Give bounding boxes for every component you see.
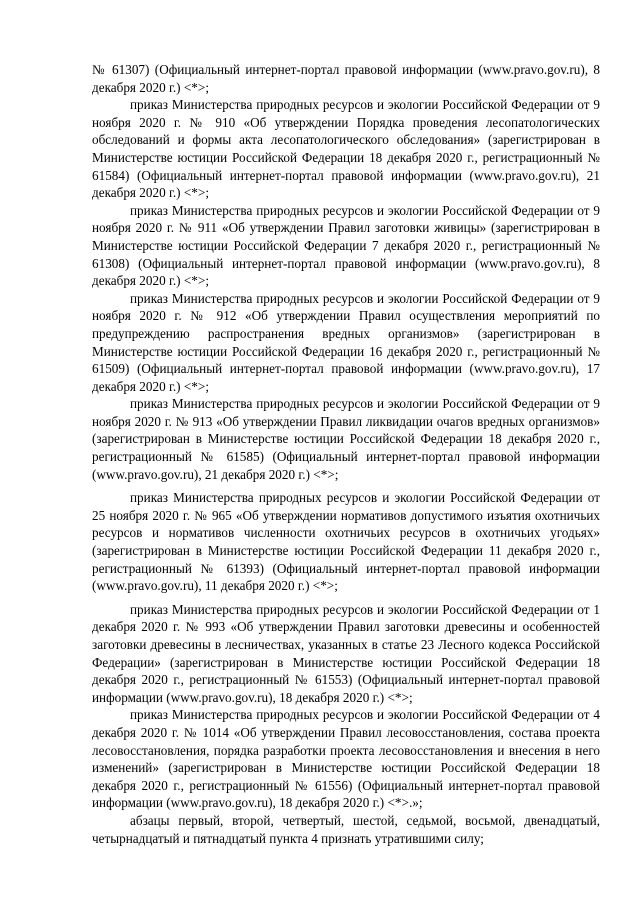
paragraph-order-910: приказ Министерства природных ресурсов и экологии Российской Федерации от 9 ноября 2020 г. № 910 «Об утверждении Порядка проведения лесопатологических обследований и формы акта лесопатологического обследования» (зарегистрирован в Министерстве юстиции Российской Федерации 18 декабря 2020 г., регистрационный № 61584) (Официальный интернет-портал правовой информации (www.pravo.gov.ru), 21 декабря 2020 г.) <*>; — [92, 97, 600, 201]
paragraph-continuation: № 61307) (Официальный интернет-портал правовой информации (www.pravo.gov.ru), 8 декабря 2020 г.) <*>; — [92, 62, 600, 95]
paragraph-order-993: приказ Министерства природных ресурсов и экологии Российской Федерации от 1 декабря 2020 г. № 993 «Об утверждении Правил заготовки древесины и особенностей заготовки древесины в лесничествах, указанных в статье 23 Лесного кодекса Российской Федерации» (зарегистрирован в Министерстве юстиции Российской Федерации 18 декабря 2020 г., регистрационный № 61553) (Официальный интернет-портал правовой информации (www.pravo.gov.ru), 18 декабря 2020 г.) <*>; — [92, 601, 600, 705]
paragraph-order-965: приказ Министерства природных ресурсов и экологии Российской Федерации от 25 ноября 2020 г. № 965 «Об утверждении нормативов допустимого изъятия охотничьих ресурсов и нормативов численности охотничьих ресурсов в охотничьих угодьях» (зарегистрирован в Министерстве юстиции Российской Федерации 11 декабря 2020 г., регистрационный № 61393) (Официальный интернет-портал правовой информации (www.pravo.gov.ru), 11 декабря 2020 г.) <*>; — [92, 490, 600, 594]
paragraph-order-912: приказ Министерства природных ресурсов и экологии Российской Федерации от 9 ноября 2020 г. № 912 «Об утверждении Правил осуществления мероприятий по предупреждению распространения вредных организмов» (зарегистрирован в Министерстве юстиции Российской Федерации 16 декабря 2020 г., регистрационный № 61509) (Официальный интернет-портал правовой информации (www.pravo.gov.ru), 17 декабря 2020 г.) <*>; — [92, 290, 600, 394]
paragraph-order-913: приказ Министерства природных ресурсов и экологии Российской Федерации от 9 ноября 2020 г. № 913 «Об утверждении Правил ликвидации очагов вредных организмов» (зарегистрирован в Министерстве юстиции Российской Федерации 18 декабря 2020 г., регистрационный № 61585) (Официальный интернет-портал правовой информации (www.pravo.gov.ru), 21 декабря 2020 г.) <*>; — [92, 396, 600, 482]
document-page — [92, 61, 600, 847]
paragraph-order-911: приказ Министерства природных ресурсов и экологии Российской Федерации от 9 ноября 2020 г. № 911 «Об утверждении Правил заготовки живицы» (зарегистрирован в Министерстве юстиции Российской Федерации 7 декабря 2020 г., регистрационный № 61308) (Официальный интернет-портал правовой информации (www.pravo.gov.ru), 8 декабря 2020 г.) <*>; — [92, 202, 600, 289]
paragraph-order-1014: приказ Министерства природных ресурсов и экологии Российской Федерации от 4 декабря 2020 г. № 1014 «Об утверждении Правил лесовосстановления, состава проекта лесовосстановления, порядка разработки проекта лесовосстановления и внесения в него изменений» (зарегистрирован в Министерстве юстиции Российской Федерации 18 декабря 2020 г., регистрационный № 61556) (Официальный интернет-портал правовой информации (www.pravo.gov.ru), 18 декабря 2020 г.) <*>.»; — [92, 707, 600, 811]
paragraph-repeal-clause: абзацы первый, второй, четвертый, шестой, седьмой, восьмой, двенадцатый, четырнадцатый и пятнадцатый пункта 4 признать утратившими силу; — [92, 812, 600, 846]
